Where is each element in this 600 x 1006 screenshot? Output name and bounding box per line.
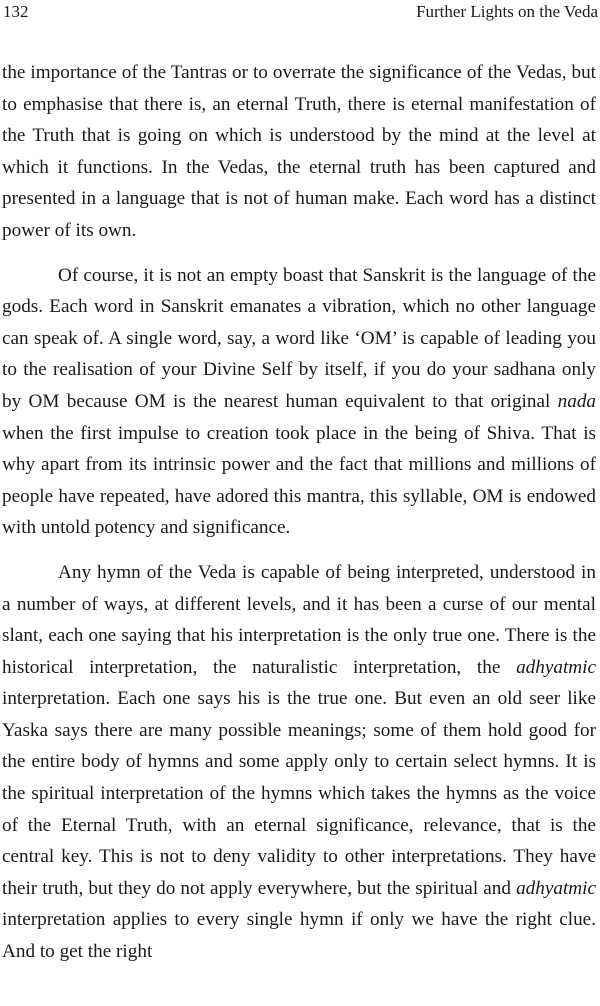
italic-term-adhyatmic: adhyatmic — [516, 656, 596, 678]
paragraph-3-text-c: interpretation applies to every single hymn if only we have the right clue. And to get the right — [2, 909, 596, 963]
paragraph-1 — [2, 57, 596, 247]
paragraph-2 — [2, 260, 596, 544]
running-head — [0, 0, 600, 30]
paragraph-2-text-b: when the first impulse to creation took place in the being of Shiva. That is why apart from its intrinsic power and the fact that millions and millions of people have repeated, have adored this mantra, this syllable, OM is endowed with untold potency and significance. — [2, 422, 596, 539]
paragraph-3-text-a: Any hymn of the Veda is capable of being interpreted, understood in a number of ways, at different levels, and it has been a curse of our mental slant, each one saying that his interpretation is the only true one. There is the historical interpretation, the naturalistic interpretation, the — [2, 561, 596, 678]
body-text — [2, 57, 596, 968]
italic-term-nada: nada — [557, 390, 596, 412]
italic-term-adhyatmic: adhyatmic — [516, 877, 596, 899]
paragraph-2-text-a: Of course, it is not an empty boast that Sanskrit is the language of the gods. Each word in Sanskrit emanates a vibration, which no other language can speak of. A single word, say, a word like ‘OM’ is capable of leading you to the realisation of your Divine Self by itself, if you do your sadhana only by OM because OM is the nearest human equivalent to that original — [2, 264, 596, 412]
paragraph-3 — [2, 557, 596, 968]
page-number: 132 — [3, 2, 29, 21]
paragraph-1-text: the importance of the Tantras or to overrate the significance of the Vedas, but to emphasise that there is, an eternal Truth, there is eternal manifestation of the Truth that is going on which is understood by the mind at the level at which it functions. In the Vedas, the eternal truth has been captured and presented in a language that is not of human make. Each word has a distinct power of its own. — [2, 62, 596, 241]
running-title: Further Lights on the Veda — [416, 2, 598, 21]
paragraph-3-text-b: interpretation. Each one says his is the true one. But even an old seer like Yaska says there are many possible meanings; some of them hold good for the entire body of hymns and some apply only to certain select hymns. It is the spiritual interpretation of the hymns which takes the hymns as the voice of the Eternal Truth, with an eternal significance, relevance, that is the central key. This is not to deny validity to other interpretations. They have their truth, but they do not apply everywhere, but the spiritual and — [2, 688, 596, 899]
